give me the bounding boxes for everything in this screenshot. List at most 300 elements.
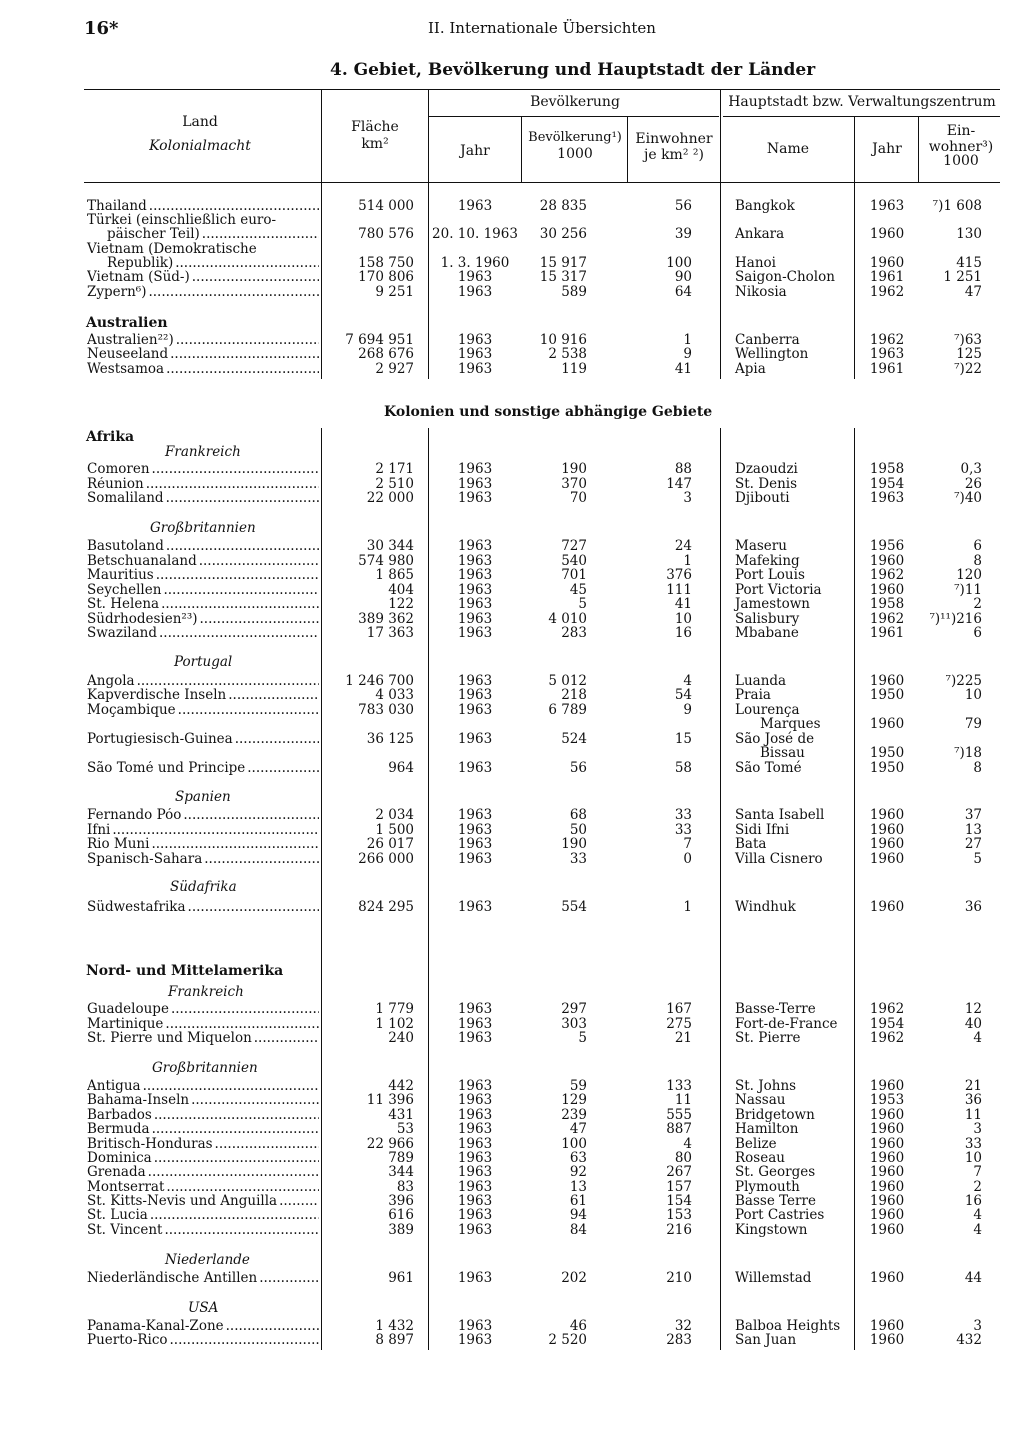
einwohner-cell: 32 <box>674 1318 692 1334</box>
flaeche-cell: 404 <box>388 582 414 598</box>
flaeche-cell: 8 897 <box>375 1332 414 1348</box>
jahr-cell: 1963 <box>457 1136 493 1152</box>
hauptstadt-name-cell: Bangkok <box>735 198 795 214</box>
land-cell: Bermuda ..... <box>87 1122 319 1137</box>
land-cell: Vietnam (Süd-) ..... <box>87 270 319 285</box>
hauptstadt-jahr-cell: 1960 <box>869 716 905 732</box>
jahr-cell: 1963 <box>457 269 493 285</box>
hauptstadt-einwohner-cell: 8 <box>973 553 982 569</box>
hauptstadt-jahr-cell: 1956 <box>869 538 905 554</box>
einwohner-cell: 9 <box>683 346 692 362</box>
flaeche-cell: 122 <box>388 596 414 612</box>
hauptstadt-einwohner-cell: 4 <box>973 1207 982 1223</box>
jahr-cell: 1963 <box>457 538 493 554</box>
header-hauptstadt-group: Hauptstadt bzw. Verwaltungszentrum <box>728 94 996 110</box>
land-cell: Betschuanaland ..... <box>87 554 319 569</box>
hauptstadt-name-cell: Willemstad <box>735 1270 812 1286</box>
flaeche-cell: 11 396 <box>366 1092 414 1108</box>
hauptstadt-einwohner-cell: 7 <box>973 1164 982 1180</box>
bevoelkerung-cell: 45 <box>569 582 587 598</box>
flaeche-cell: 1 246 700 <box>345 673 414 689</box>
table-row <box>0 597 1024 612</box>
jahr-cell: 1963 <box>457 1318 493 1334</box>
hauptstadt-einwohner-cell: 37 <box>964 807 982 823</box>
hauptstadt-name-cell: Luanda <box>735 673 787 689</box>
flaeche-cell: 170 806 <box>358 269 414 285</box>
einwohner-cell: 10 <box>674 611 692 627</box>
jahr-cell: 1963 <box>457 490 493 506</box>
flaeche-cell: 268 676 <box>358 346 414 362</box>
land-cell: Australien²²) ..... <box>87 333 319 348</box>
jahr-cell: 1963 <box>457 1207 493 1223</box>
bevoelkerung-cell: 47 <box>569 1121 587 1137</box>
einwohner-cell: 90 <box>674 269 692 285</box>
bevoelkerung-cell: 15 917 <box>539 255 587 271</box>
bevoelkerung-cell: 68 <box>569 807 587 823</box>
hauptstadt-jahr-cell: 1950 <box>869 760 905 776</box>
einwohner-cell: 111 <box>666 582 692 598</box>
bevoelkerung-cell: 239 <box>561 1107 587 1123</box>
hauptstadt-name-cell: Marques <box>760 716 821 732</box>
hauptstadt-einwohner-cell: ⁷)11 <box>954 582 982 598</box>
jahr-cell: 1963 <box>457 625 493 641</box>
hauptstadt-jahr-cell: 1960 <box>869 255 905 271</box>
flaeche-cell: 53 <box>396 1121 414 1137</box>
hauptstadt-einwohner-cell: 4 <box>973 1030 982 1046</box>
group-rule-bevoelkerung <box>429 116 719 117</box>
flaeche-cell: 26 017 <box>366 836 414 852</box>
hauptstadt-name-cell: Lourença <box>735 702 800 718</box>
bevoelkerung-cell: 63 <box>569 1150 587 1166</box>
header-flaeche: Fläche <box>351 119 399 135</box>
bevoelkerung-cell: 61 <box>569 1193 587 1209</box>
hauptstadt-jahr-cell: 1963 <box>869 346 905 362</box>
hauptstadt-name-cell: Balboa Heights <box>735 1318 841 1334</box>
hauptstadt-einwohner-cell: 0,3 <box>960 461 982 477</box>
bevoelkerung-cell: 303 <box>561 1016 587 1032</box>
hauptstadt-einwohner-cell: 27 <box>964 836 982 852</box>
colonial-power-heading: Großbritannien <box>152 1060 258 1076</box>
bevoelkerung-cell: 297 <box>561 1001 587 1017</box>
jahr-cell: 1963 <box>457 567 493 583</box>
land-cell: Neuseeland ..... <box>87 347 319 362</box>
land-cell: Puerto-Rico ..... <box>87 1333 319 1348</box>
jahr-cell: 1963 <box>457 822 493 838</box>
hauptstadt-name-cell: Sidi Ifni <box>735 822 790 838</box>
table-row <box>0 347 1024 362</box>
land-cell: Britisch-Honduras ..... <box>87 1137 319 1152</box>
einwohner-cell: 1 <box>683 332 692 348</box>
bevoelkerung-cell: 554 <box>561 899 587 915</box>
land-cell: Martinique ..... <box>87 1017 319 1032</box>
jahr-cell: 20. 10. 1963 <box>432 226 518 242</box>
jahr-cell: 1963 <box>457 582 493 598</box>
hauptstadt-jahr-cell: 1963 <box>869 198 905 214</box>
table-row <box>0 1031 1024 1046</box>
jahr-cell: 1963 <box>457 760 493 776</box>
hauptstadt-einwohner-cell: ⁷)40 <box>954 490 982 506</box>
hauptstadt-einwohner-cell: 8 <box>973 760 982 776</box>
bevoelkerung-cell: 218 <box>561 687 587 703</box>
flaeche-cell: 1 500 <box>375 822 414 838</box>
land-cell: Rio Muni ..... <box>87 837 319 852</box>
hauptstadt-name-cell: Bissau <box>760 745 805 761</box>
hauptstadt-einwohner-cell: ⁷)63 <box>954 332 982 348</box>
flaeche-cell: 824 295 <box>358 899 414 915</box>
land-cell: Basutoland ..... <box>87 539 319 554</box>
land-cell: St. Vincent ..... <box>87 1223 319 1238</box>
header-bottom-rule <box>84 182 1000 183</box>
bevoelkerung-cell: 540 <box>561 553 587 569</box>
jahr-cell: 1963 <box>457 476 493 492</box>
einwohner-cell: 0 <box>683 851 692 867</box>
land-cell: Angola ..... <box>87 674 319 689</box>
header-name: Name <box>766 141 810 157</box>
jahr-cell: 1963 <box>457 346 493 362</box>
table-row <box>0 1208 1024 1223</box>
jahr-cell: 1963 <box>457 553 493 569</box>
hauptstadt-einwohner-cell: ⁷)¹¹)216 <box>929 611 982 627</box>
hauptstadt-einwohner-cell: 130 <box>956 226 982 242</box>
jahr-cell: 1963 <box>457 1121 493 1137</box>
hauptstadt-einwohner-cell: 11 <box>964 1107 982 1123</box>
table-row <box>0 1002 1024 1017</box>
hauptstadt-einwohner-cell: 1 251 <box>943 269 982 285</box>
table-row <box>0 717 1024 732</box>
bevoelkerung-cell: 5 <box>578 596 587 612</box>
jahr-cell: 1963 <box>457 332 493 348</box>
flaeche-cell: 83 <box>396 1179 414 1195</box>
einwohner-cell: 33 <box>674 822 692 838</box>
header-bevoelkerung: Bevölkerung¹) <box>528 130 622 145</box>
table-row <box>0 837 1024 852</box>
flaeche-cell: 266 000 <box>358 851 414 867</box>
hauptstadt-name-cell: Roseau <box>735 1150 785 1166</box>
hauptstadt-name-cell: Hanoi <box>735 255 776 271</box>
flaeche-cell: 783 030 <box>358 702 414 718</box>
hauptstadt-name-cell: São Tomé <box>735 760 802 776</box>
land-cell: Antigua ..... <box>87 1079 319 1094</box>
hauptstadt-jahr-cell: 1960 <box>869 1193 905 1209</box>
hauptstadt-name-cell: Port Castries <box>735 1207 825 1223</box>
hauptstadt-name-cell: St. Pierre <box>735 1030 801 1046</box>
einwohner-cell: 58 <box>674 760 692 776</box>
table-row <box>0 746 1024 761</box>
einwohner-cell: 157 <box>666 1179 692 1195</box>
jahr-cell: 1963 <box>457 361 493 377</box>
hauptstadt-name-cell: Mafeking <box>735 553 800 569</box>
hauptstadt-einwohner-cell: 5 <box>973 851 982 867</box>
land-cell: Südrhodesien²³) ..... <box>87 612 319 627</box>
jahr-cell: 1963 <box>457 702 493 718</box>
jahr-cell: 1963 <box>457 1030 493 1046</box>
table-row <box>0 1122 1024 1137</box>
colonial-power-heading: Südafrika <box>170 879 237 895</box>
hauptstadt-einwohner-cell: 2 <box>973 596 982 612</box>
flaeche-cell: 1 432 <box>375 1318 414 1334</box>
hauptstadt-jahr-cell: 1960 <box>869 822 905 838</box>
hauptstadt-name-cell: Praia <box>735 687 771 703</box>
flaeche-cell: 389 <box>388 1222 414 1238</box>
hauptstadt-jahr-cell: 1960 <box>869 1136 905 1152</box>
table-row <box>0 362 1024 377</box>
hauptstadt-jahr-cell: 1960 <box>869 553 905 569</box>
hauptstadt-name-cell: Dzaoudzi <box>735 461 798 477</box>
hauptstadt-einwohner-cell: 6 <box>973 625 982 641</box>
header-einwohner: Einwohner <box>635 131 713 147</box>
header-jahr: Jahr <box>460 143 490 159</box>
hauptstadt-einwohner-cell: 44 <box>964 1270 982 1286</box>
table-row <box>0 852 1024 867</box>
hauptstadt-jahr-cell: 1962 <box>869 1030 905 1046</box>
bevoelkerung-cell: 129 <box>561 1092 587 1108</box>
hauptstadt-jahr-cell: 1961 <box>869 361 905 377</box>
bevoelkerung-cell: 2 520 <box>548 1332 587 1348</box>
hauptstadt-name-cell: Belize <box>735 1136 777 1152</box>
einwohner-cell: 216 <box>666 1222 692 1238</box>
table-row <box>0 688 1024 703</box>
flaeche-cell: 22 000 <box>366 490 414 506</box>
flaeche-cell: 1 865 <box>375 567 414 583</box>
land-cell: Guadeloupe ..... <box>87 1002 319 1017</box>
einwohner-cell: 887 <box>666 1121 692 1137</box>
hauptstadt-jahr-cell: 1960 <box>869 1318 905 1334</box>
hauptstadt-jahr-cell: 1962 <box>869 284 905 300</box>
bevoelkerung-cell: 92 <box>569 1164 587 1180</box>
table-row <box>0 462 1024 477</box>
hauptstadt-einwohner-cell: 3 <box>973 1121 982 1137</box>
einwohner-cell: 555 <box>666 1107 692 1123</box>
table-row <box>0 539 1024 554</box>
hauptstadt-name-cell: Saigon-Cholon <box>735 269 835 285</box>
table-row <box>0 1093 1024 1108</box>
flaeche-cell: 514 000 <box>358 198 414 214</box>
hauptstadt-jahr-cell: 1950 <box>869 687 905 703</box>
flaeche-cell: 789 <box>388 1150 414 1166</box>
jahr-cell: 1963 <box>457 687 493 703</box>
jahr-cell: 1963 <box>457 1016 493 1032</box>
section-heading: Nord- und Mittelamerika <box>86 963 284 979</box>
hauptstadt-jahr-cell: 1954 <box>869 1016 905 1032</box>
hauptstadt-einwohner-cell: 12 <box>964 1001 982 1017</box>
einwohner-cell: 147 <box>666 476 692 492</box>
bevoelkerung-cell: 56 <box>569 760 587 776</box>
hauptstadt-einwohner-cell: 415 <box>956 255 982 271</box>
hauptstadt-einwohner-cell: 21 <box>964 1078 982 1094</box>
bevoelkerung-cell: 727 <box>561 538 587 554</box>
einwohner-cell: 33 <box>674 807 692 823</box>
colonial-power-heading: Niederlande <box>165 1252 250 1268</box>
einwohner-cell: 56 <box>674 198 692 214</box>
table-row <box>0 227 1024 242</box>
hauptstadt-jahr-cell: 1963 <box>869 490 905 506</box>
hauptstadt-name-cell: Salisbury <box>735 611 800 627</box>
einwohner-cell: 24 <box>674 538 692 554</box>
hauptstadt-name-cell: Nassau <box>735 1092 786 1108</box>
hauptstadt-jahr-cell: 1960 <box>869 1270 905 1286</box>
flaeche-cell: 389 362 <box>358 611 414 627</box>
table-row <box>0 491 1024 506</box>
einwohner-cell: 64 <box>674 284 692 300</box>
einwohner-cell: 133 <box>666 1078 692 1094</box>
hauptstadt-name-cell: Hamilton <box>735 1121 799 1137</box>
hauptstadt-einwohner-cell: 13 <box>964 822 982 838</box>
vrule <box>854 116 855 183</box>
land-cell: Thailand ..... <box>87 199 319 214</box>
einwohner-cell: 210 <box>666 1270 692 1286</box>
einwohner-cell: 167 <box>666 1001 692 1017</box>
bevoelkerung-cell: 4 010 <box>548 611 587 627</box>
land-cell: Südwestafrika ..... <box>87 900 319 915</box>
bevoelkerung-cell: 59 <box>569 1078 587 1094</box>
page-number: 16* <box>84 18 119 39</box>
einwohner-cell: 11 <box>674 1092 692 1108</box>
bevoelkerung-cell: 100 <box>561 1136 587 1152</box>
einwohner-cell: 275 <box>666 1016 692 1032</box>
hauptstadt-name-cell: Wellington <box>735 346 809 362</box>
hauptstadt-name-cell: Bridgetown <box>735 1107 815 1123</box>
bevoelkerung-cell: 202 <box>561 1270 587 1286</box>
hauptstadt-name-cell: Jamestown <box>735 596 810 612</box>
hauptstadt-name-cell: Kingstown <box>735 1222 808 1238</box>
hauptstadt-einwohner-cell: 6 <box>973 538 982 554</box>
hauptstadt-einwohner-cell: ⁷)22 <box>954 361 982 377</box>
bevoelkerung-cell: 370 <box>561 476 587 492</box>
hauptstadt-einwohner-cell: ⁷)1 608 <box>932 198 982 214</box>
hauptstadt-name-cell: Maseru <box>735 538 787 554</box>
einwohner-cell: 100 <box>666 255 692 271</box>
einwohner-cell: 1 <box>683 899 692 915</box>
section-heading: Australien <box>86 315 168 331</box>
hauptstadt-jahr-cell: 1960 <box>869 1150 905 1166</box>
table-row <box>0 1333 1024 1348</box>
einwohner-cell: 283 <box>666 1332 692 1348</box>
hauptstadt-jahr-cell: 1961 <box>869 269 905 285</box>
hauptstadt-jahr-cell: 1960 <box>869 836 905 852</box>
hauptstadt-jahr-cell: 1960 <box>869 226 905 242</box>
running-head: II. Internationale Übersichten <box>428 19 656 37</box>
einwohner-cell: 41 <box>674 361 692 377</box>
table-top-rule <box>84 89 1000 90</box>
land-cell: Grenada ..... <box>87 1165 319 1180</box>
land-cell: Zypern⁶) ..... <box>87 285 319 300</box>
hauptstadt-jahr-cell: 1958 <box>869 596 905 612</box>
land-cell: Spanisch-Sahara ..... <box>87 852 319 867</box>
hauptstadt-jahr-cell: 1962 <box>869 567 905 583</box>
flaeche-cell: 442 <box>388 1078 414 1094</box>
hauptstadt-jahr-cell: 1960 <box>869 582 905 598</box>
bevoelkerung-cell: 190 <box>561 461 587 477</box>
jahr-cell: 1963 <box>457 1107 493 1123</box>
colonial-power-heading: Frankreich <box>168 984 244 1000</box>
jahr-cell: 1963 <box>457 1222 493 1238</box>
land-cell: Bahama-Inseln ..... <box>87 1093 319 1108</box>
land-cell: Panama-Kanal-Zone ..... <box>87 1319 319 1334</box>
land-cell: Comoren ..... <box>87 462 319 477</box>
hauptstadt-einwohner-cell: 16 <box>964 1193 982 1209</box>
hauptstadt-name-cell: Ankara <box>735 226 785 242</box>
hauptstadt-name-cell: Plymouth <box>735 1179 800 1195</box>
bevoelkerung-cell: 15 317 <box>539 269 587 285</box>
einwohner-cell: 153 <box>666 1207 692 1223</box>
hauptstadt-jahr-cell: 1960 <box>869 1207 905 1223</box>
hauptstadt-einwohner-cell: 36 <box>964 1092 982 1108</box>
flaeche-cell: 396 <box>388 1193 414 1209</box>
flaeche-cell: 2 034 <box>375 807 414 823</box>
hauptstadt-jahr-cell: 1960 <box>869 1179 905 1195</box>
header-hjahr: Jahr <box>872 141 902 157</box>
hauptstadt-jahr-cell: 1960 <box>869 1121 905 1137</box>
hauptstadt-einwohner-cell: 10 <box>964 1150 982 1166</box>
einwohner-cell: 3 <box>683 490 692 506</box>
table-row <box>0 285 1024 300</box>
jahr-cell: 1963 <box>457 1179 493 1195</box>
jahr-cell: 1963 <box>457 731 493 747</box>
hauptstadt-jahr-cell: 1960 <box>869 1332 905 1348</box>
hauptstadt-name-cell: Canberra <box>735 332 800 348</box>
hauptstadt-name-cell: Mbabane <box>735 625 799 641</box>
header-land: Land <box>182 114 218 130</box>
header-hew-1: Ein- <box>946 123 976 139</box>
hauptstadt-jahr-cell: 1962 <box>869 1001 905 1017</box>
bevoelkerung-cell: 701 <box>561 567 587 583</box>
colonial-power-heading: Großbritannien <box>150 520 256 536</box>
jahr-cell: 1963 <box>457 611 493 627</box>
hauptstadt-einwohner-cell: 432 <box>956 1332 982 1348</box>
flaeche-cell: 9 251 <box>375 284 414 300</box>
hauptstadt-jahr-cell: 1962 <box>869 611 905 627</box>
land-cell: Vietnam (Demokratische <box>87 241 257 257</box>
einwohner-cell: 9 <box>683 702 692 718</box>
jahr-cell: 1963 <box>457 851 493 867</box>
header-hew-2: wohner³) <box>928 139 994 155</box>
hauptstadt-einwohner-cell: 120 <box>956 567 982 583</box>
hauptstadt-name-cell: St. Johns <box>735 1078 797 1094</box>
hauptstadt-jahr-cell: 1960 <box>869 1078 905 1094</box>
hauptstadt-jahr-cell: 1960 <box>869 807 905 823</box>
vrule <box>428 89 429 183</box>
jahr-cell: 1963 <box>457 1078 493 1094</box>
hauptstadt-einwohner-cell: 3 <box>973 1318 982 1334</box>
jahr-cell: 1963 <box>457 596 493 612</box>
hauptstadt-name-cell: St. Georges <box>735 1164 816 1180</box>
bevoelkerung-cell: 70 <box>569 490 587 506</box>
header-einwohner-unit: je km² ²) <box>644 147 704 163</box>
hauptstadt-jahr-cell: 1960 <box>869 899 905 915</box>
hauptstadt-einwohner-cell: 47 <box>964 284 982 300</box>
einwohner-cell: 21 <box>674 1030 692 1046</box>
bevoelkerung-cell: 10 916 <box>539 332 587 348</box>
hauptstadt-name-cell: Basse-Terre <box>735 1001 816 1017</box>
flaeche-cell: 2 927 <box>375 361 414 377</box>
table-row <box>0 900 1024 915</box>
bevoelkerung-cell: 5 <box>578 1030 587 1046</box>
flaeche-cell: 2 171 <box>375 461 414 477</box>
einwohner-cell: 376 <box>666 567 692 583</box>
hauptstadt-name-cell: Port Victoria <box>735 582 822 598</box>
jahr-cell: 1963 <box>457 1001 493 1017</box>
land-cell: St. Kitts-Nevis und Anguilla ..... <box>87 1194 319 1209</box>
table-row <box>0 270 1024 285</box>
table-row <box>0 1165 1024 1180</box>
einwohner-cell: 154 <box>666 1193 692 1209</box>
hauptstadt-name-cell: Fort-de-France <box>735 1016 838 1032</box>
bevoelkerung-cell: 13 <box>569 1179 587 1195</box>
einwohner-cell: 39 <box>674 226 692 242</box>
hauptstadt-einwohner-cell: ⁷)18 <box>954 745 982 761</box>
hauptstadt-name-cell: Basse Terre <box>735 1193 816 1209</box>
section-heading: Afrika <box>86 429 135 445</box>
